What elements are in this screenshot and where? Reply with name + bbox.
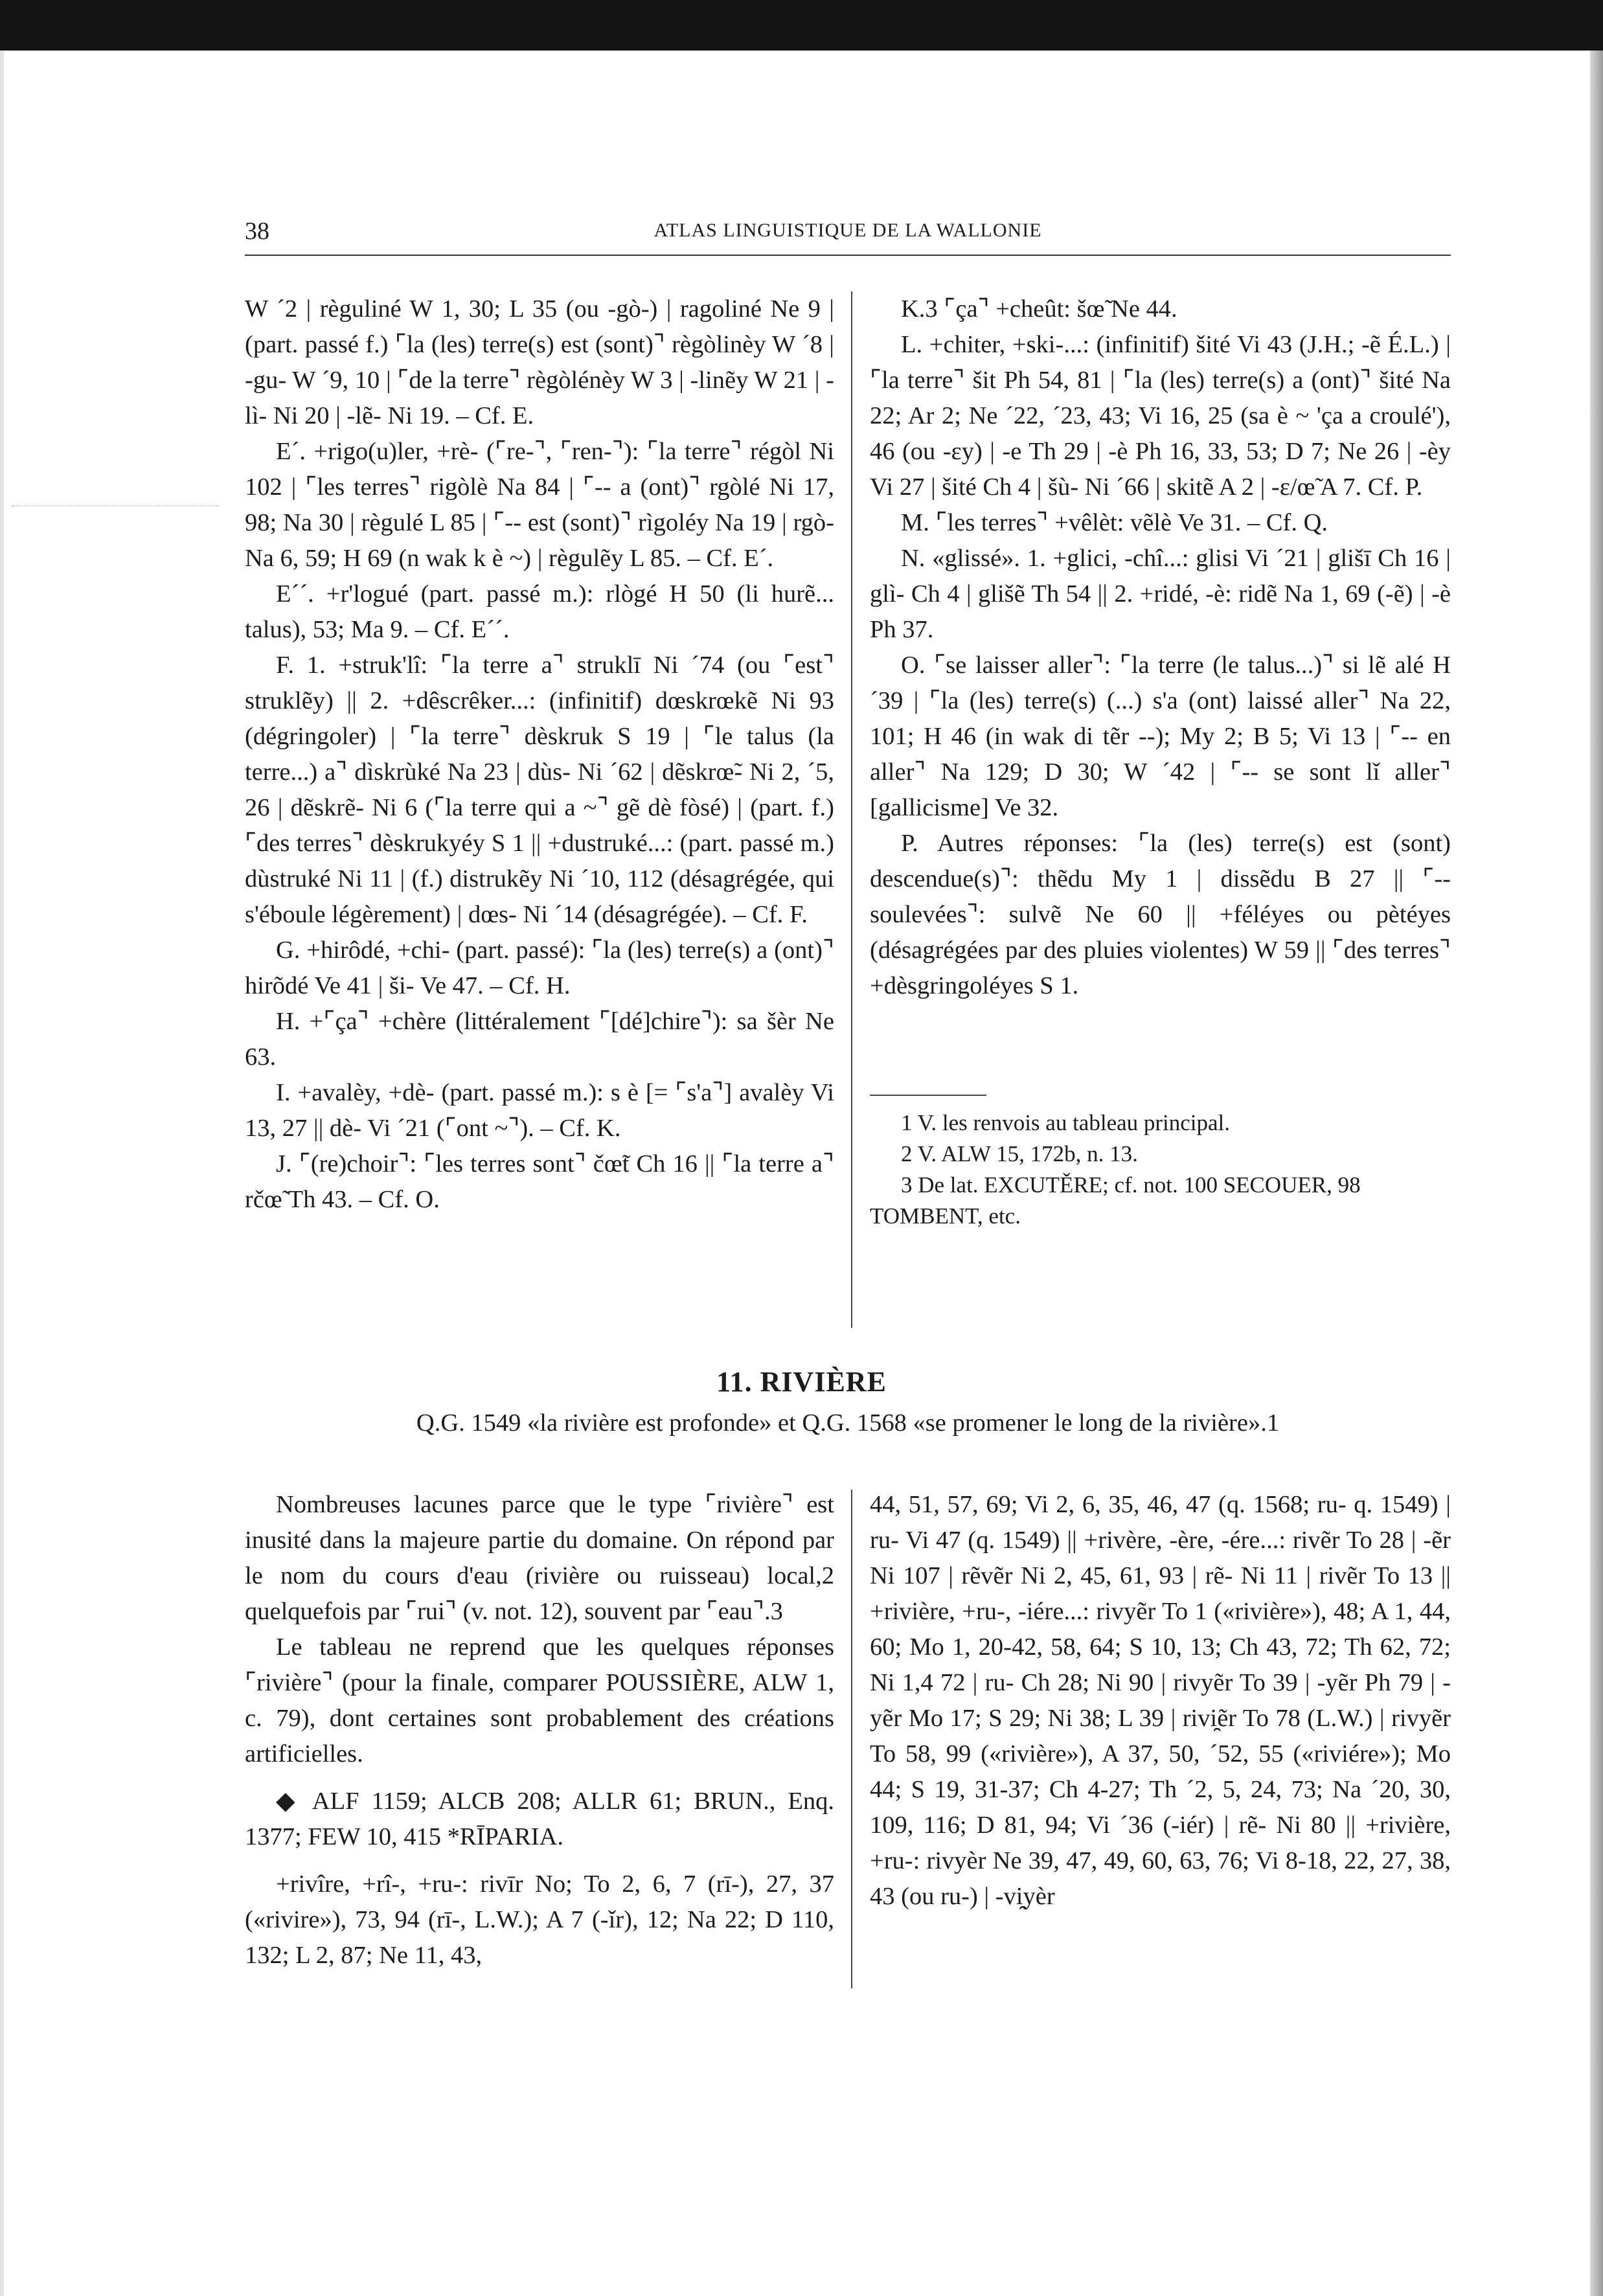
paragraph: F. 1. +struk'lî: ⌜la terre a⌝ struklī Ni ´74 (ou ⌜est⌝ struklẽy) || 2. +dêscrêker...: (infinitif) dœskrœkẽ Ni 93 (dégringoler) | ⌜la terre⌝ dèskruk S 19 | ⌜le talus (la terre...) a⌝ dìskrùké Na 23 | dùs- Ni ´62 | dẽskrœ̃- Ni 2, ´5, 26 | dẽskrẽ- Ni 6 (⌜la terre qui a ~⌝ gẽ dè fòsé) | (part. f.) ⌜des terres⌝ dèskrukyéy S 1 || +dustruké...: (part. passé m.) dùstruké Ni 11 | (f.) distrukẽy Ni ´10, 112 (désagrégée, qui s'éboule légèrement) | dœs- Ni ´14 (désagrégée). – Cf. F. [245,652,834,928]
header-rule [245,255,1451,256]
paragraph: W ´2 | règuliné W 1, 30; L 35 (ou -gò-) | ragoliné Ne 9 | (part. passé f.) ⌜la (les) terre(s) est (sont)⌝ règòlinèy W ´8 | -gu- W ´9, 10 | ⌜de la terre⌝ règòlénèy W 3 | -linẽy W 21 | -lì- Ni 20 | -lẽ- Ni 19. – Cf. E. [245,295,834,429]
paragraph: K.3 ⌜ça⌝ +cheût: šœ̃ Ne 44. [901,295,1177,323]
scan-top-border [0,0,1603,51]
paragraph: N. «glissé». 1. +glici, -chî...: glisi Vi ´21 | glišī Ch 16 | glì- Ch 4 | glišẽ Th 54 || 2. +ridé, -è: ridẽ Na 1, 69 (-ẽ) | -è Ph 37. [870,545,1451,643]
footnote-rule [870,1095,986,1096]
paragraph: G. +hirôdé, +chi- (part. passé): ⌜la (les) terre(s) a (ont)⌝ hirõdé Ve 41 | ši- Ve 47. – Cf. H. [245,937,834,999]
paragraph: I. +avalèy, +dè- (part. passé m.): s è [= ⌜s'a⌝] avalèy Vi 13, 27 || dè- Vi ´21 (⌜ont ~⌝). – Cf. K. [245,1079,834,1142]
scan-left-edge [0,51,4,2296]
paragraph: ◆ ALF 1159; ALCB 208; ALLR 61; BRUN., Enq. 1377; FEW 10, 415 *RĪPARIA. [245,1788,834,1850]
footnote: 3 De lat. EXCUTĚRE; cf. not. 100 SECOUER, 98 TOMBENT, etc. [870,1172,1361,1229]
running-title: ATLAS LINGUISTIQUE DE LA WALLONIE [654,220,1042,241]
top-left-column [245,291,834,1218]
section-title: 11. RIVIÈRE [716,1366,887,1398]
bottom-right-column [870,1487,1451,1915]
top-right-column [870,291,1451,1004]
paragraph: E´´. +r'logué (part. passé m.): rlògé H 50 (li hurẽ... talus), 53; Ma 9. – Cf. E´´. [245,580,834,643]
paragraph: E´. +rigo(u)ler, +rè- (⌜re-⌝, ⌜ren-⌝): ⌜la terre⌝ régòl Ni 102 | ⌜les terres⌝ rigòlè Na 84 | ⌜-- a (ont)⌝ rgòlé Ni 17, 98; Na 30 | règulé L 85 | ⌜-- est (sont)⌝ rìgoléy Na 19 | rgò- Na 6, 59; H 69 (n wak k è ~) | règulẽy L 85. – Cf. E´. [245,438,834,572]
page-number: 38 [245,218,269,245]
scan-right-edge [1590,51,1603,2296]
paragraph: +rivîre, +rî-, +ru-: rivīr No; To 2, 6, 7 (rī-), 27, 37 («rivire»), 73, 94 (rī-, L.W.); A 7 (-ǐr), 12; Na 22; D 110, 132; L 2, 87; Ne 11, 43, [245,1870,834,1969]
section-subtitle: Q.G. 1549 «la rivière est profonde» et Q.G. 1568 «se promener le long de la rivière».1 [416,1409,1280,1437]
column-divider [851,1490,852,1988]
paragraph: H. +⌜ça⌝ +chère (littéralement ⌜[dé]chire⌝): sa šèr Ne 63. [245,1008,834,1071]
running-header [245,217,1451,253]
scan-margin-dots [12,505,219,508]
column-divider [851,291,852,1328]
paragraph: P. Autres réponses: ⌜la (les) terre(s) est (sont) descendue(s)⌝: thẽdu My 1 | dissẽdu B 27 || ⌜-- soulevées⌝: sulvẽ Ne 60 || +féléyes ou pètéyes (désagrégées par des pluies violentes) W 59 || ⌜des terres⌝ +dèsgringoléyes S 1. [870,830,1451,999]
paragraph: J. ⌜(re)choir⌝: ⌜les terres sont⌝ čœ̃t Ch 16 || ⌜la terre a⌝ rčœ̃ Th 43. – Cf. O. [245,1150,834,1213]
footnotes [870,1108,1451,1232]
paragraph: 44, 51, 57, 69; Vi 2, 6, 35, 46, 47 (q. 1568; ru- q. 1549) | ru- Vi 47 (q. 1549) || +rivère, -ère, -ére...: rivẽr To 28 | -ẽr Ni 107 | rẽvẽr Ni 2, 45, 61, 93 | rẽ- Ni 11 | rivẽr To 13 || +rivière, +ru-, -iére...: rivyẽr To 1 («rivière»), 48; A 1, 44, 60; Mo 1, 20-42, 58, 64; S 10, 13; Ch 43, 72; Th 62, 72; Ni 1,4 72 | ru- Ch 28; Ni 90 | rivyẽr To 39 | -yẽr Ph 79 | -yẽr Mo 17; S 29; Ni 38; L 39 | rivi̯ẽr To 78 (L.W.) | rivyẽr To 58, 99 («rivière»), A 37, 50, ´52, 55 («riviére»); Mo 44; S 19, 31-37; Ch 4-27; Th ´2, 5, 24, 73; Na ´20, 30, 109, 116; D 81, 94; Vi ´36 (-iér) | rẽ- Ni 80 || +rivière, +ru-: rivyèr Ne 39, 47, 49, 60, 63, 76; Vi 8-18, 22, 27, 38, 43 (ou ru-) | -vi̯yèr [870,1491,1451,1910]
paragraph: Le tableau ne reprend que les quelques réponses ⌜rivière⌝ (pour la finale, comparer POUSSIÈRE, ALW 1, c. 79), dont certaines sont probablement des créations artificielles. [245,1633,834,1767]
paragraph: M. ⌜les terres⌝ +vêlèt: vẽlè Ve 31. – Cf. Q. [901,509,1328,536]
paragraph: L. +chiter, +ski-...: (infinitif) šité Vi 43 (J.H.; -ẽ É.L.) | ⌜la terre⌝ šit Ph 54, 81 | ⌜la (les) terre(s) a (ont)⌝ šité Na 22; Ar 2; Ne ´22, ´23, 43; Vi 16, 25 (sa è ~ 'ça a croulé'), 46 (ou -εy) | -e Th 29 | -è Ph 16, 33, 53; D 7; Ne 26 | -èy Vi 27 | šité Ch 4 | šù- Ni ´66 | skitẽ A 2 | -ε/œ̃ A 7. Cf. P. [870,331,1451,501]
footnote: 2 V. ALW 15, 172b, n. 13. [901,1141,1138,1166]
bottom-left-column [245,1487,834,1973]
paragraph: O. ⌜se laisser aller⌝: ⌜la terre (le talus...)⌝ si lẽ alé H ´39 | ⌜la (les) terre(s) (...) s'a (ont) laissé aller⌝ Na 22, 101; H 46 (in wak di tẽr --); My 2; B 5; Vi 13 | ⌜-- en aller⌝ Na 129; D 30; W ´42 | ⌜-- se sont lǐ aller⌝ [gallicisme] Ve 32. [870,652,1451,821]
paragraph: Nombreuses lacunes parce que le type ⌜rivière⌝ est inusité dans la majeure partie du domaine. On répond par le nom du cours d'eau (rivière ou ruisseau) local,2 quelquefois par ⌜rui⌝ (v. not. 12), souvent par ⌜eau⌝.3 [245,1491,834,1625]
footnote: 1 V. les renvois au tableau principal. [901,1110,1231,1135]
